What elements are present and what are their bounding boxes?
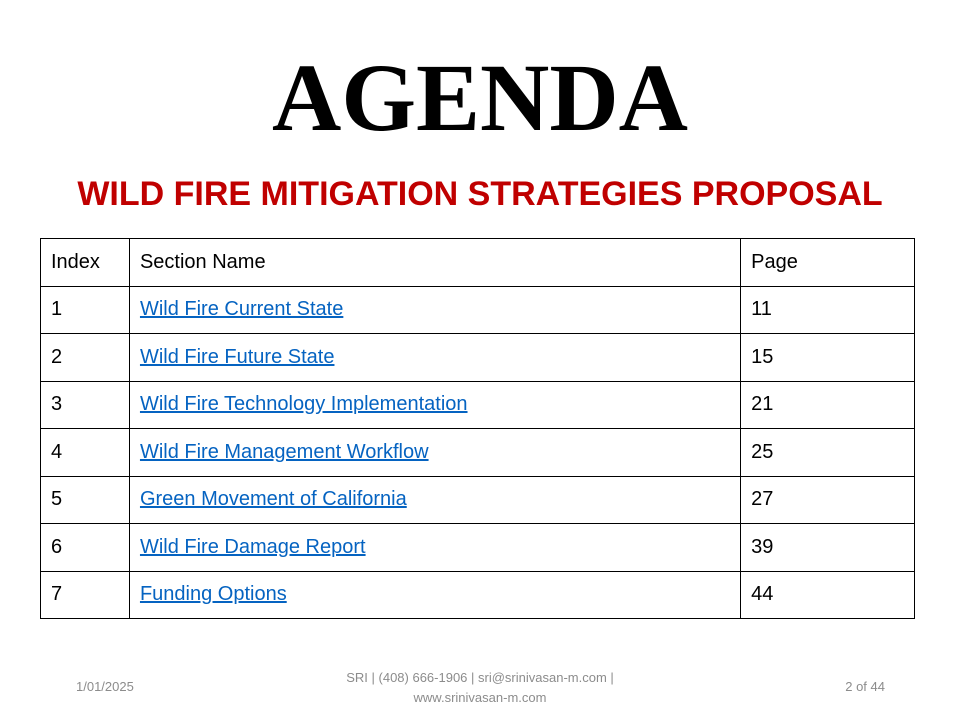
slide-subtitle: WILD FIRE MITIGATION STRATEGIES PROPOSAL (77, 175, 883, 213)
table-row (41, 524, 915, 572)
row-page: 11 (741, 286, 915, 334)
row-index: 1 (41, 286, 130, 334)
table-row (41, 334, 915, 382)
row-index: 4 (41, 429, 130, 477)
agenda-table (40, 238, 915, 619)
row-section-cell (129, 381, 740, 429)
table-row (41, 571, 915, 619)
header-page: Page (741, 239, 915, 287)
row-page: 27 (741, 476, 915, 524)
row-section-cell (129, 286, 740, 334)
row-section-cell (129, 429, 740, 477)
row-index: 2 (41, 334, 130, 382)
row-page: 25 (741, 429, 915, 477)
header-section-name: Section Name (129, 239, 740, 287)
section-link-green-movement[interactable]: Green Movement of California (139, 488, 407, 511)
slide-title: AGENDA (271, 44, 688, 151)
row-page: 15 (741, 334, 915, 382)
table-row (41, 429, 915, 477)
row-page: 39 (741, 524, 915, 572)
section-link-technology-implementation[interactable]: Wild Fire Technology Implementation (139, 393, 468, 416)
row-index: 7 (41, 571, 130, 619)
section-link-management-workflow[interactable]: Wild Fire Management Workflow (139, 440, 429, 463)
footer-page-number: 2 of 44 (845, 679, 885, 694)
row-index: 5 (41, 476, 130, 524)
row-index: 6 (41, 524, 130, 572)
row-section-cell (129, 571, 740, 619)
table-header-row (41, 239, 915, 287)
footer-contact-line: SRI | (408) 666-1906 | sri@srinivasan-m.com | (346, 670, 614, 685)
row-page: 21 (741, 381, 915, 429)
table-row (41, 286, 915, 334)
footer-contact (290, 668, 670, 708)
footer-website: www.srinivasan-m.com (413, 690, 547, 705)
section-link-damage-report[interactable]: Wild Fire Damage Report (139, 535, 366, 558)
footer-date: 1/01/2025 (76, 679, 134, 694)
section-link-future-state[interactable]: Wild Fire Future State (139, 345, 335, 368)
row-section-cell (129, 524, 740, 572)
section-link-current-state[interactable]: Wild Fire Current State (139, 298, 344, 321)
row-page: 44 (741, 571, 915, 619)
row-section-cell (129, 334, 740, 382)
row-section-cell (129, 476, 740, 524)
section-link-funding-options[interactable]: Funding Options (139, 583, 287, 606)
row-index: 3 (41, 381, 130, 429)
header-index: Index (41, 239, 130, 287)
table-row (41, 476, 915, 524)
table-row (41, 381, 915, 429)
